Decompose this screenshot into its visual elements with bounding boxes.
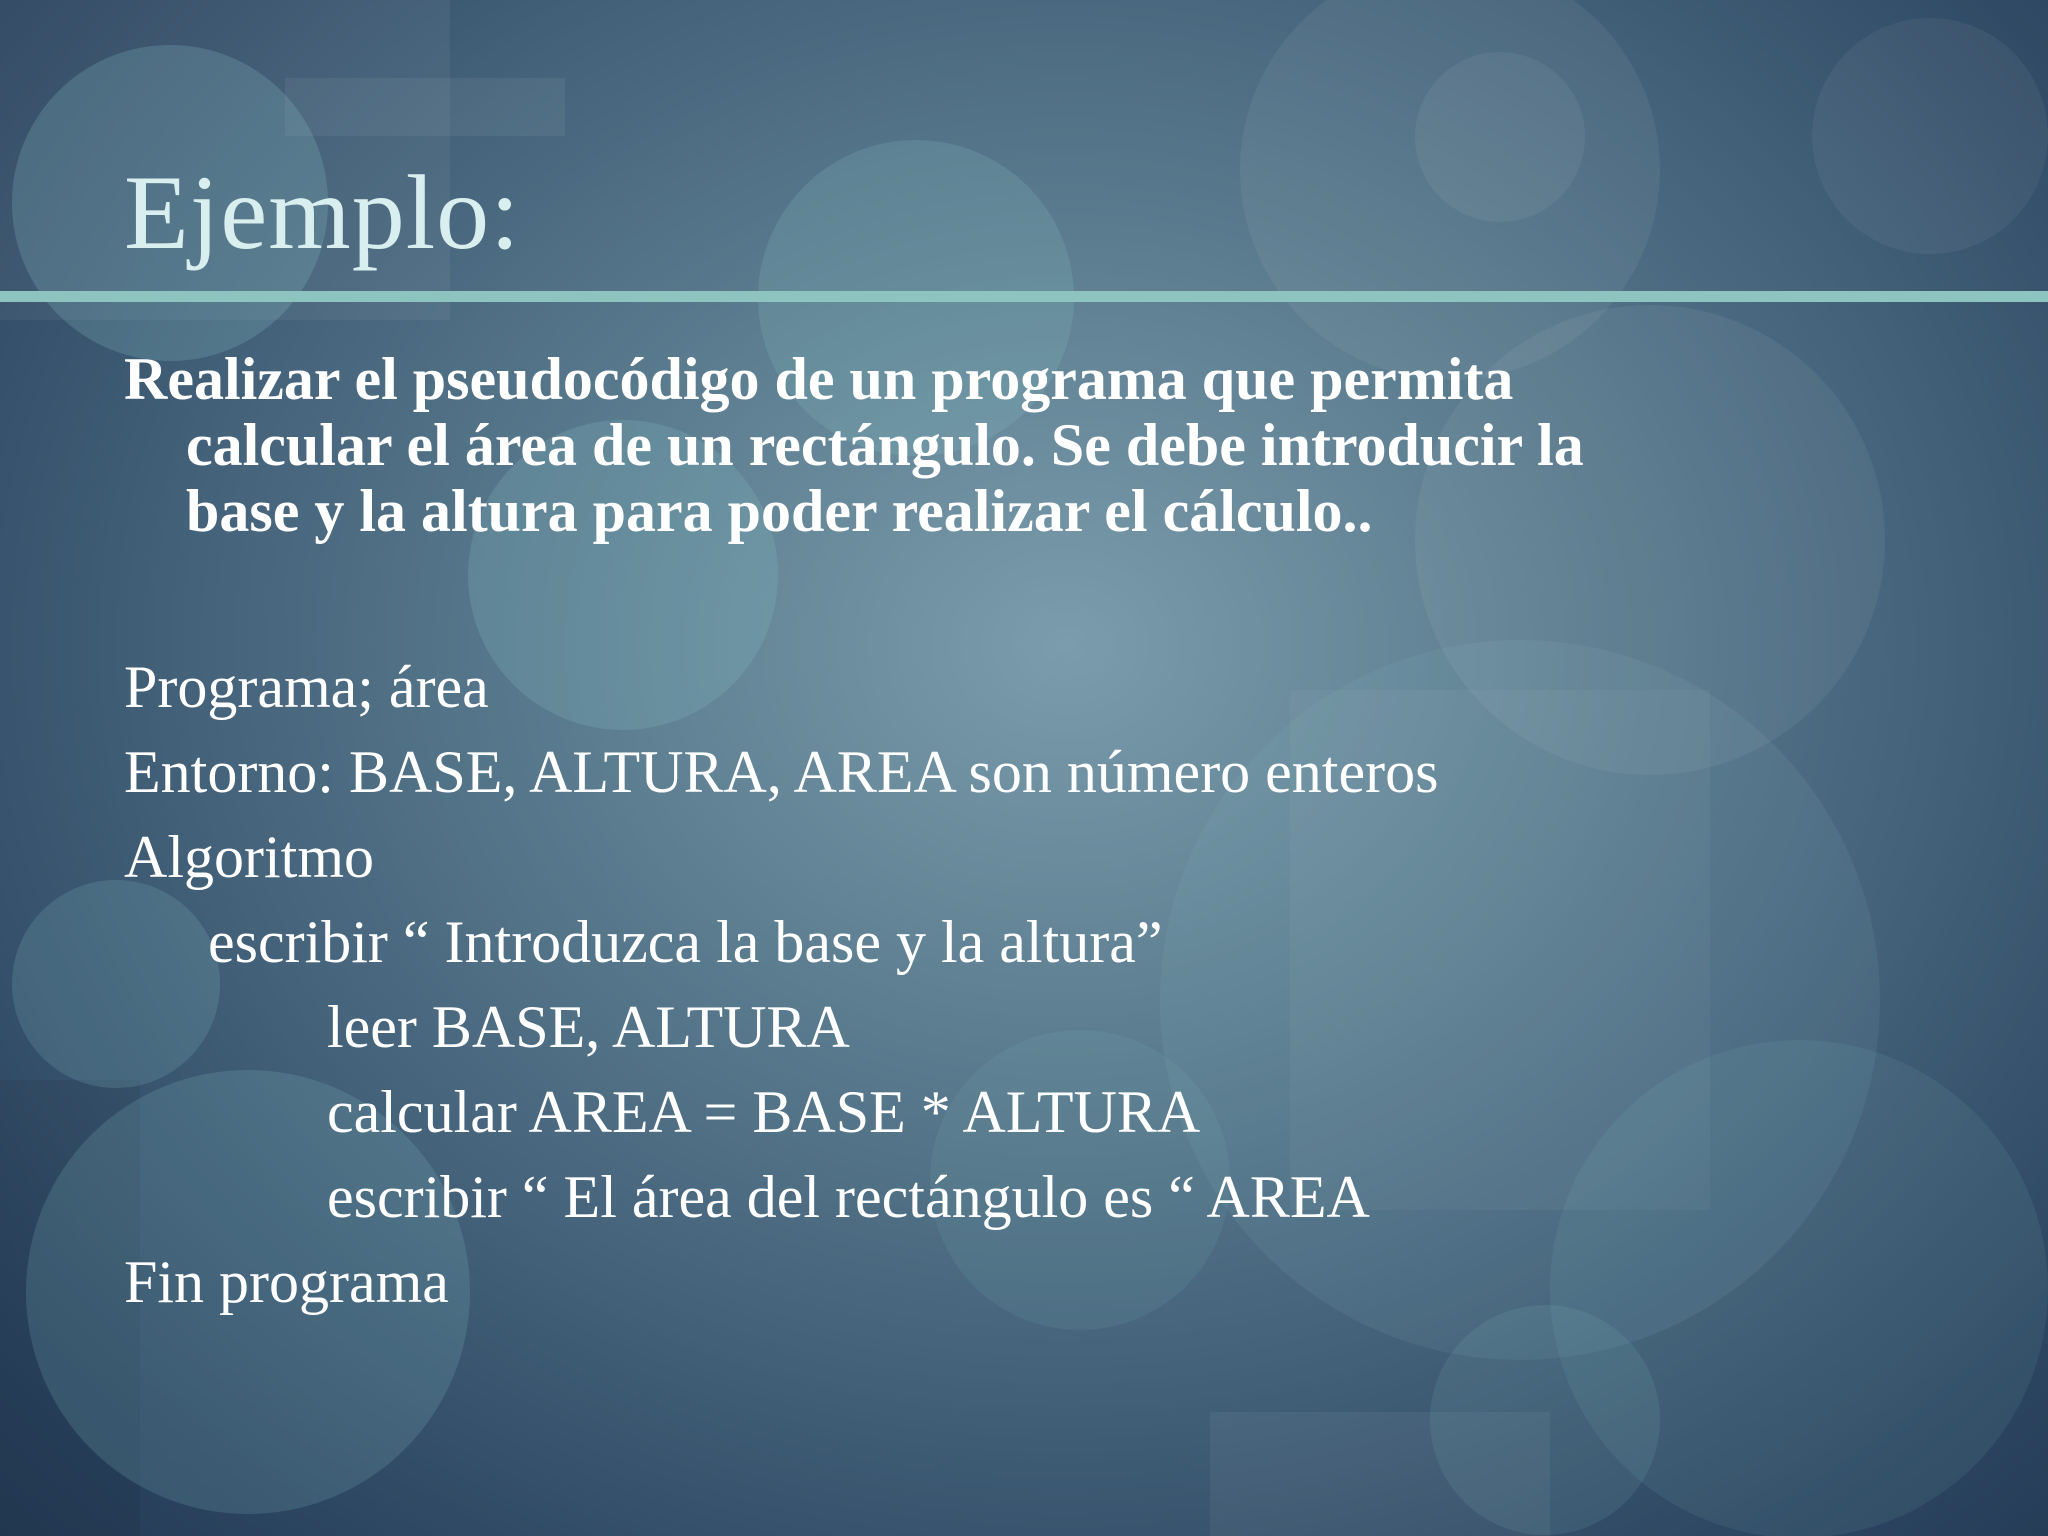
background-bubble bbox=[1415, 52, 1585, 222]
pseudocode-line: Algoritmo bbox=[124, 824, 374, 890]
exercise-statement bbox=[124, 346, 2004, 544]
exercise-statement-line: base y la altura para poder realizar el cálculo.. bbox=[186, 478, 1373, 544]
pseudocode-line: Entorno: BASE, ALTURA, AREA son número enteros bbox=[124, 739, 1439, 805]
exercise-statement-line: calcular el área de un rectángulo. Se debe introducir la bbox=[186, 412, 1584, 478]
background-rectangle bbox=[285, 78, 565, 136]
pseudocode-line: leer BASE, ALTURA bbox=[327, 994, 850, 1060]
pseudocode-block bbox=[124, 645, 1438, 1325]
pseudocode-line: escribir “ El área del rectángulo es “ AREA bbox=[327, 1164, 1370, 1230]
background-bubble bbox=[1430, 1305, 1660, 1535]
pseudocode-line: escribir “ Introduzca la base y la altura” bbox=[208, 909, 1163, 975]
title-divider bbox=[0, 291, 2048, 302]
background-bubble bbox=[1812, 18, 2048, 254]
exercise-statement-line: Realizar el pseudocódigo de un programa que permita bbox=[124, 346, 1514, 412]
slide-title: Ejemplo: bbox=[124, 154, 521, 271]
pseudocode-line: calcular AREA = BASE * ALTURA bbox=[327, 1079, 1201, 1145]
pseudocode-line: Fin programa bbox=[124, 1249, 449, 1315]
pseudocode-line: Programa; área bbox=[124, 654, 489, 720]
